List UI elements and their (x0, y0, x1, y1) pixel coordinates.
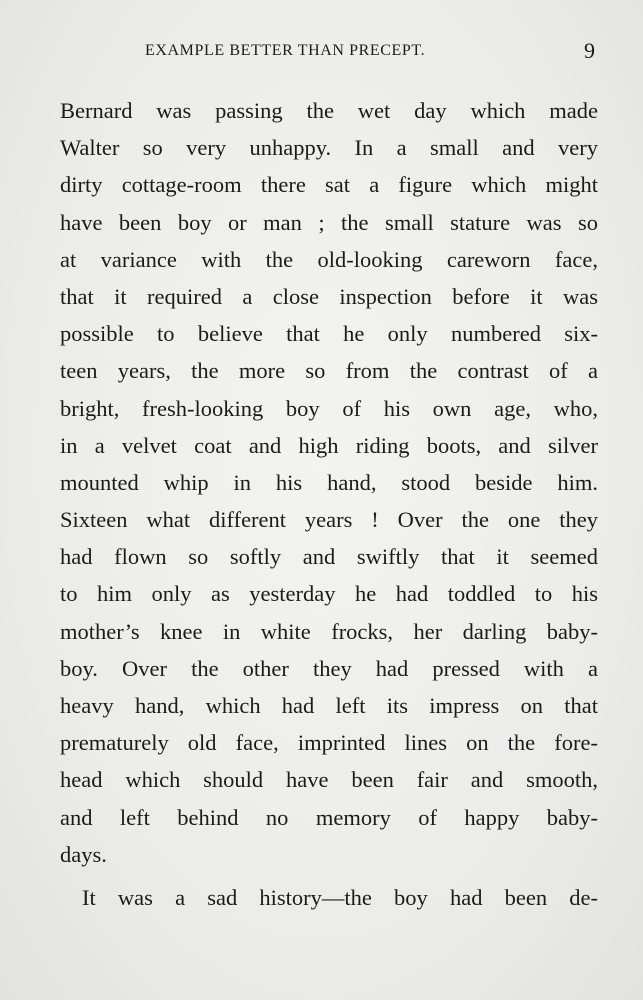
running-title: EXAMPLE BETTER THAN PRECEPT. (145, 42, 426, 59)
text-line: have been boy or man ; the small stature was so (60, 209, 598, 235)
text-line: bright, fresh-looking boy of his own age, who, (60, 395, 598, 421)
text-line: teen years, the more so from the contrast of a (60, 358, 598, 384)
text-line: at variance with the old-looking careworn face, (60, 246, 598, 272)
text-line: head which should have been fair and smooth, (60, 767, 598, 793)
text-line: had flown so softly and swiftly that it seemed (60, 544, 598, 570)
text-line: days. (60, 841, 107, 867)
text-line: possible to believe that he only numbered six- (60, 321, 598, 347)
paragraph-1 (60, 92, 598, 873)
text-line: Walter so very unhappy. In a small and very (60, 135, 598, 161)
text-line: Sixteen what different years ! Over the one they (60, 507, 598, 533)
text-line: that it required a close inspection before it was (60, 283, 598, 309)
text-line: mother’s knee in white frocks, her darling baby- (60, 618, 598, 644)
text-line: Bernard was passing the wet day which made (60, 98, 598, 123)
text-line: to him only as yesterday he had toddled to his (60, 581, 598, 607)
text-line: boy. Over the other they had pressed with a (60, 655, 598, 681)
running-head (0, 38, 643, 68)
text-line: mounted whip in his hand, stood beside him. (60, 469, 598, 495)
text-line: and left behind no memory of happy baby- (60, 804, 598, 830)
body-text (60, 92, 598, 916)
text-line: heavy hand, which had left its impress on that (60, 693, 598, 718)
text-line: in a velvet coat and high riding boots, and silver (60, 432, 598, 458)
text-line: dirty cottage-room there sat a figure which might (60, 172, 598, 198)
text-line: prematurely old face, imprinted lines on the fore- (60, 730, 598, 756)
text-line: It was a sad history—the boy had been de- (82, 884, 598, 910)
paragraph-2 (60, 879, 598, 916)
page-number: 9 (584, 38, 595, 63)
